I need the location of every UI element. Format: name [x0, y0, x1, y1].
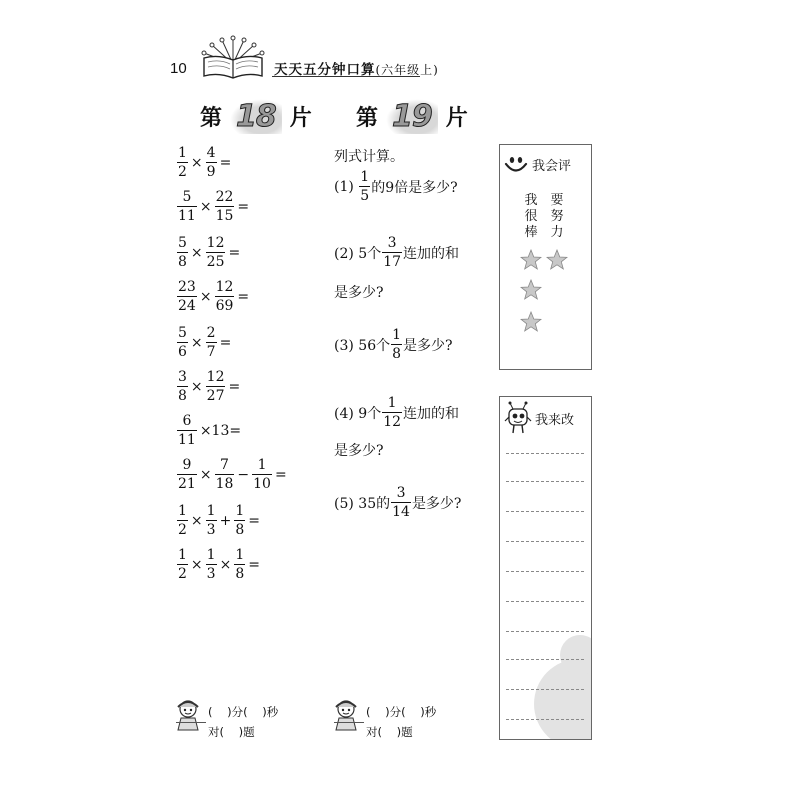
writing-line[interactable]	[506, 659, 584, 660]
book-title-grade: (六年级上)	[375, 63, 439, 77]
operator: −	[237, 466, 250, 483]
fraction	[177, 414, 197, 447]
operator: ×	[190, 244, 203, 261]
fraction	[234, 548, 245, 581]
fraction	[177, 190, 197, 223]
section-title-18	[200, 98, 312, 134]
fraction	[252, 458, 272, 491]
denominator: 24	[178, 298, 196, 314]
denominator: 17	[383, 254, 402, 270]
correct-count-field[interactable]: 对( )题	[366, 725, 413, 739]
fraction	[206, 326, 217, 359]
denominator: 8	[235, 566, 245, 582]
writing-line[interactable]	[506, 689, 584, 690]
operator: =	[248, 512, 260, 529]
denominator: 12	[383, 414, 402, 430]
divider	[334, 722, 364, 723]
writing-line[interactable]	[506, 453, 584, 454]
fraction	[177, 458, 197, 491]
denominator: 18	[215, 476, 234, 492]
oral-exercise-3	[176, 236, 242, 269]
oral-exercise-6	[176, 370, 242, 403]
question-label: (5) 35的	[334, 495, 391, 512]
question-label: (4) 9个	[334, 405, 382, 422]
operator: =	[274, 466, 287, 483]
word-problem-2-line2: 是多少?	[334, 285, 384, 301]
denominator: 8	[178, 254, 187, 270]
writing-line[interactable]	[506, 511, 584, 512]
fraction	[215, 458, 235, 491]
question-text: 连加的和	[403, 245, 460, 262]
denominator: 15	[215, 208, 234, 224]
star-icon[interactable]	[546, 249, 568, 271]
numerator: 3	[396, 485, 406, 501]
section-suffix: 片	[445, 105, 468, 131]
oral-exercise-5	[176, 326, 233, 359]
page-number: 10	[170, 60, 187, 77]
numerator: 5	[178, 325, 187, 341]
writing-line[interactable]	[506, 571, 584, 572]
fraction	[177, 146, 188, 179]
numerator: 1	[178, 547, 187, 563]
smiley-icon	[504, 153, 528, 175]
section-suffix: 片	[289, 105, 312, 131]
fraction	[206, 146, 217, 179]
denominator: 3	[206, 566, 216, 582]
operator: =	[248, 556, 260, 573]
numerator: 22	[215, 189, 234, 205]
char: 要	[550, 193, 564, 208]
fraction	[391, 486, 411, 519]
denominator: 8	[392, 346, 402, 362]
word-problem-4	[334, 396, 459, 429]
word-problem-3	[334, 328, 453, 361]
numerator: 3	[387, 235, 397, 251]
denominator: 25	[206, 254, 225, 270]
operator: =	[219, 334, 232, 351]
robot-mascot-icon	[504, 401, 532, 435]
fraction	[177, 504, 188, 537]
numerator: 4	[206, 145, 216, 161]
oral-exercise-10	[176, 548, 262, 581]
numerator: 6	[182, 413, 192, 429]
divider	[176, 722, 206, 723]
operator: =	[228, 378, 241, 395]
question-text: 是多少?	[411, 495, 462, 512]
denominator: 7	[206, 344, 216, 360]
self-evaluation-header	[504, 153, 571, 175]
question-text: 的9倍是多少?	[371, 179, 458, 196]
time-field[interactable]: ( )分( )秒	[366, 705, 437, 719]
section-title-19	[356, 98, 468, 134]
word-problem-5	[334, 486, 461, 519]
denominator: 21	[178, 476, 196, 492]
numerator: 5	[178, 235, 187, 251]
section-number: 19	[386, 99, 438, 134]
char: 很	[524, 209, 538, 224]
denominator: 9	[206, 164, 216, 180]
fraction	[206, 236, 226, 269]
star-icon[interactable]	[520, 249, 542, 271]
question-label: (3) 56个	[334, 337, 391, 354]
numerator: 1	[206, 503, 216, 519]
corrections-title: 我来改	[535, 412, 575, 428]
denominator: 8	[178, 388, 187, 404]
numerator: 1	[178, 503, 187, 519]
operator: ×	[190, 512, 203, 529]
denominator: 8	[235, 522, 245, 538]
section-number: 18	[230, 99, 282, 134]
denominator: 11	[178, 432, 196, 448]
section-prefix: 第	[356, 105, 379, 131]
corrections-panel	[499, 396, 592, 740]
numerator: 12	[206, 235, 225, 251]
numerator: 1	[235, 547, 245, 563]
numerator: 1	[178, 145, 187, 161]
char: 棒	[524, 225, 538, 240]
question-label: (2) 5个	[334, 245, 382, 262]
numerator: 1	[206, 547, 216, 563]
fraction	[206, 504, 217, 537]
denominator: 3	[206, 522, 216, 538]
denominator: 14	[392, 504, 410, 520]
oral-exercise-7	[176, 414, 243, 447]
fraction	[382, 236, 402, 269]
oral-exercise-9	[176, 504, 262, 537]
fraction	[177, 370, 188, 403]
correct-count-field[interactable]: 对( )题	[208, 725, 255, 739]
question-text: 连加的和	[403, 405, 460, 422]
fraction	[206, 370, 226, 403]
fraction	[177, 548, 188, 581]
operator: ×	[199, 198, 212, 215]
numerator: 23	[178, 279, 196, 295]
char: 我	[524, 193, 538, 208]
fraction	[382, 396, 402, 429]
oral-exercise-8	[176, 458, 289, 491]
numerator: 7	[220, 457, 229, 473]
fraction	[215, 280, 235, 313]
char: 努	[550, 209, 564, 224]
operator: ×13=	[199, 422, 242, 439]
operator: ×	[190, 334, 203, 351]
self-evaluation-panel	[499, 144, 592, 370]
denominator: 27	[206, 388, 225, 404]
operator: ×	[190, 378, 203, 395]
book-title	[274, 58, 439, 78]
writing-line[interactable]	[506, 631, 584, 632]
operator: =	[228, 244, 241, 261]
numerator: 1	[235, 503, 245, 519]
star-icon[interactable]	[520, 279, 542, 301]
writing-line[interactable]	[506, 541, 584, 542]
numerator: 5	[182, 189, 192, 205]
denominator: 69	[215, 298, 234, 314]
fraction	[177, 280, 197, 313]
operator: ×	[190, 556, 203, 573]
question-text: 是多少?	[403, 337, 453, 354]
fraction	[215, 190, 235, 223]
oral-exercise-4	[176, 280, 251, 313]
operator: ×	[199, 466, 212, 483]
word-problem-instruction: 列式计算。	[334, 149, 404, 165]
numerator: 12	[215, 279, 234, 295]
numerator: 1	[392, 327, 402, 343]
operator: ×	[190, 154, 203, 171]
denominator: 11	[178, 208, 196, 224]
numerator: 2	[206, 325, 216, 341]
decorative-blob	[560, 635, 592, 675]
char: 力	[550, 225, 564, 240]
time-field[interactable]: ( )分( )秒	[208, 705, 279, 719]
fraction	[359, 170, 370, 203]
denominator: 10	[253, 476, 271, 492]
numerator: 1	[360, 169, 370, 185]
numerator: 9	[182, 457, 192, 473]
rating-try-harder-label	[550, 193, 564, 241]
open-book-sunburst-icon	[196, 34, 270, 82]
denominator: 2	[178, 164, 187, 180]
numerator: 1	[257, 457, 267, 473]
girl-mascot-icon	[332, 698, 364, 732]
numerator: 1	[387, 395, 397, 411]
word-problem-2	[334, 236, 459, 269]
word-problem-4-line2: 是多少?	[334, 443, 384, 459]
operator: +	[219, 512, 232, 529]
numerator: 3	[178, 369, 187, 385]
fraction	[206, 548, 217, 581]
operator: =	[219, 154, 232, 171]
operator: ×	[199, 288, 212, 305]
writing-line[interactable]	[506, 481, 584, 482]
question-label: (1)	[334, 178, 354, 195]
writing-line[interactable]	[506, 719, 584, 720]
fraction	[234, 504, 245, 537]
numerator: 12	[206, 369, 225, 385]
operator: =	[237, 288, 250, 305]
denominator: 2	[178, 522, 187, 538]
corrections-header	[504, 401, 574, 435]
word-problem-1	[334, 170, 458, 203]
book-title-main: 天天五分钟口算	[274, 62, 376, 78]
fraction	[177, 236, 188, 269]
header-rule	[272, 76, 420, 77]
operator: ×	[219, 556, 232, 573]
oral-exercise-2	[176, 190, 251, 223]
oral-exercise-1	[176, 146, 233, 179]
star-icon[interactable]	[520, 311, 542, 333]
rating-great-label	[524, 193, 538, 241]
fraction	[177, 326, 188, 359]
girl-mascot-icon	[174, 698, 206, 732]
operator: =	[237, 198, 250, 215]
denominator: 2	[178, 566, 187, 582]
denominator: 6	[178, 344, 187, 360]
self-evaluation-title: 我会评	[532, 158, 572, 174]
denominator: 5	[360, 188, 370, 204]
section-prefix: 第	[200, 105, 223, 131]
writing-line[interactable]	[506, 601, 584, 602]
fraction	[391, 328, 402, 361]
